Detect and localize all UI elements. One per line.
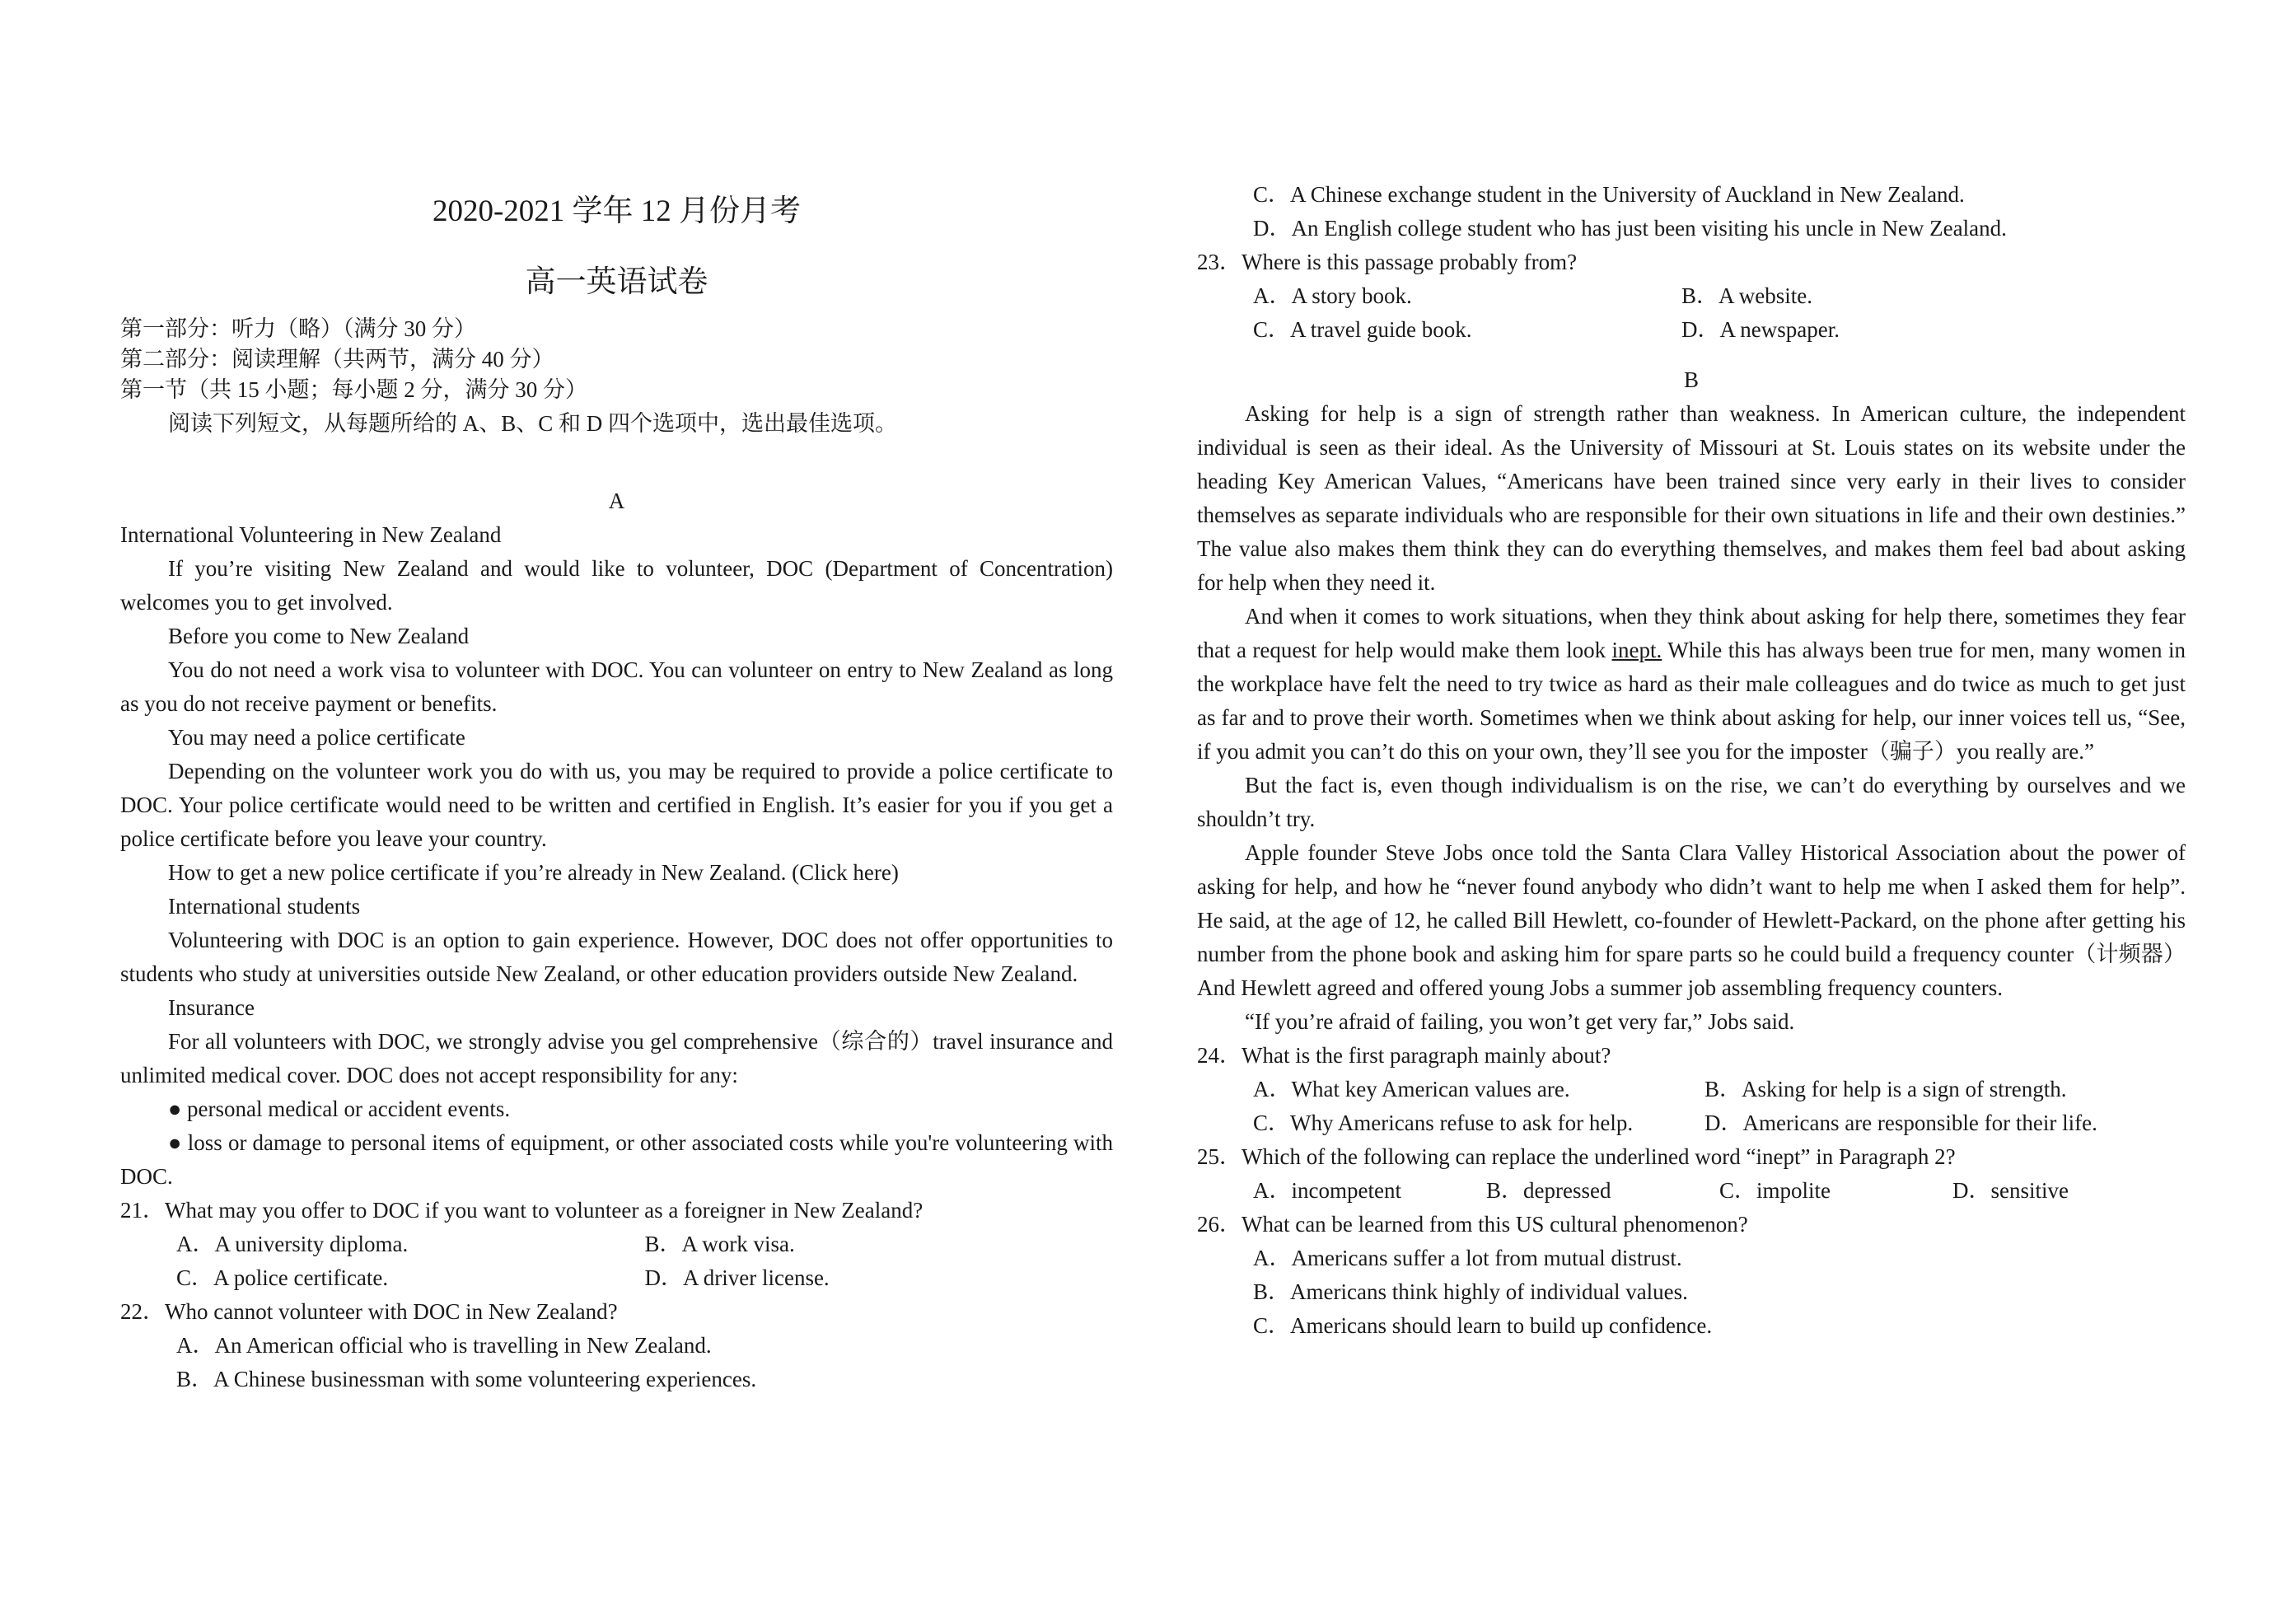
left-body — [120, 312, 1113, 1396]
bullet-item: ● personal medical or accident events. — [168, 1097, 511, 1121]
option-d: D．A newspaper. — [1681, 317, 1840, 342]
question-26-stem: 26．What can be learned from this US cultural phenomenon? — [1197, 1212, 1748, 1237]
passage-b-paragraph: Asking for help is a sign of strength rather than weakness. In American culture, the independent individual is seen as their ideal. As the University of Missouri at St. Louis states on its website under the heading Key American Values, “Americans have been trained since very early in their lives to consider themselves as separate individuals who are responsible for their own situations in life and their own destinies.” The value also makes them think they can do everything themselves, and makes them feel bad about asking for help when they need it. — [1197, 401, 2186, 595]
passage-a-subheading: Before you come to New Zealand — [168, 624, 470, 648]
option-c: C．Americans should learn to build up confidence. — [1253, 1313, 1713, 1338]
passage-b-paragraph: Apple founder Steve Jobs once told the Santa Clara Valley Historical Association about the power of asking for help, and how he “never found anybody who didn’t want to help me when I asked them for help”. He said, at the age of 12, he called Bill Hewlett, co-founder of Hewlett-Packard, on the phone after getting his number from the phone book and asking him for spare parts so he could build a frequency counter（计频器）And Hewlett agreed and offered young Jobs a summer job assembling frequency counters. — [1197, 840, 2186, 1000]
option-a: A．Americans suffer a lot from mutual distrust. — [1253, 1246, 1682, 1270]
option-b: B．depressed — [1486, 1178, 1611, 1203]
option-a: A．incompetent — [1253, 1178, 1401, 1203]
exam-title: 2020-2021 学年 12 月份月考 — [432, 194, 802, 228]
passage-a-subheading: You may need a police certificate — [168, 725, 465, 750]
option-d: D．An English college student who has just been visiting his uncle in New Zealand. — [1253, 216, 2007, 241]
question-25-options — [1197, 1174, 2186, 1208]
option-b: B．Americans think highly of individual values. — [1253, 1279, 1688, 1304]
option-a: A．An American official who is travelling in New Zealand. — [176, 1333, 712, 1358]
question-23-options — [1197, 279, 2186, 347]
question-22-stem: 22．Who cannot volunteer with DOC in New Zealand? — [120, 1299, 618, 1324]
passage-a-paragraph: If you’re visiting New Zealand and would like to volunteer, DOC (Department of Concentration) welcomes you to get involved. — [120, 556, 1113, 615]
part-two-heading: 第二部分：阅读理解（共两节，满分 40 分） — [120, 347, 554, 372]
option-c: C．A police certificate. — [176, 1265, 389, 1290]
option-b: B．A Chinese businessman with some volunteering experiences. — [176, 1367, 757, 1391]
question-21-stem: 21．What may you offer to DOC if you want to volunteer as a foreigner in New Zealand? — [120, 1198, 924, 1223]
option-d: D．sensitive — [1952, 1178, 2069, 1203]
question-23-stem: 23．Where is this passage probably from? — [1197, 250, 1578, 274]
passage-a-subheading: International students — [168, 894, 361, 919]
option-c: C．A travel guide book. — [1253, 317, 1472, 342]
passage-a-subheading: Insurance — [168, 995, 255, 1020]
option-b: B．A website. — [1681, 283, 1812, 308]
passage-b-label: B — [1683, 367, 1699, 392]
right-body — [1197, 178, 2186, 1343]
passage-b-paragraph: And when it comes to work situations, when they think about asking for help there, sometimes they fear that a request for help would make them look inept. While this has always been true for men, many women in the workplace have felt the need to try twice as hard as their male colleagues and do twice as much to get just as far and to prove their worth. Sometimes when we think about asking for help, our inner voices tell us, “See, if you admit you can’t do this on your own, they’ll see you for the imposter（骗子）you really are.” — [1197, 604, 2186, 764]
exam-subtitle: 高一英语试卷 — [525, 265, 708, 299]
click-here-link-text: How to get a new police certificate if you’re already in New Zealand. (Click here) — [168, 860, 899, 885]
option-c: C．impolite — [1719, 1178, 1831, 1203]
question-25-stem: 25．Which of the following can replace the underlined word “inept” in Paragraph 2? — [1197, 1144, 1956, 1169]
passage-a-paragraph: You do not need a work visa to volunteer with DOC. You can volunteer on entry to New Zealand as long as you do not receive payment or benefits. — [120, 657, 1113, 716]
bullet-item: ● loss or damage to personal items of equipment, or other associated costs while you're volunteering with DOC. — [120, 1130, 1113, 1189]
question-24-stem: 24．What is the first paragraph mainly about? — [1197, 1043, 1611, 1068]
option-c: C．A Chinese exchange student in the University of Auckland in New Zealand. — [1253, 182, 1965, 207]
passage-a-paragraph: Volunteering with DOC is an option to gain experience. However, DOC does not offer opportunities to students who study at universities outside New Zealand, or other education providers outside New Zealand. — [120, 928, 1113, 986]
question-21-options — [120, 1228, 1113, 1295]
question-24-options — [1197, 1073, 2186, 1140]
option-a: A．A university diploma. — [176, 1232, 409, 1256]
passage-a-heading: International Volunteering in New Zealand — [120, 522, 502, 547]
option-d: D．Americans are responsible for their life. — [1704, 1111, 2097, 1135]
option-a: A．A story book. — [1253, 283, 1412, 308]
option-b: B．Asking for help is a sign of strength. — [1704, 1077, 2067, 1101]
option-d: D．A driver license. — [644, 1265, 830, 1290]
jobs-quote: “If you’re afraid of failing, you won’t get very far,” Jobs said. — [1245, 1009, 1795, 1034]
passage-a-paragraph: Depending on the volunteer work you do with us, you may be required to provide a police certificate to DOC. Your police certificate would need to be written and certified in English. It’s easier for you if you get a police certificate before you leave your country. — [120, 759, 1113, 851]
instruction-text: 阅读下列短文，从每题所给的 A、B、C 和 D 四个选项中，选出最佳选项。 — [168, 411, 898, 436]
passage-a-label: A — [608, 489, 625, 513]
option-a: A．What key American values are. — [1253, 1077, 1570, 1101]
passage-b-paragraph: But the fact is, even though individualism is on the rise, we can’t do everything by ourselves and we shouldn’t try. — [1197, 773, 2186, 831]
section-one-heading: 第一节（共 15 小题；每小题 2 分，满分 30 分） — [120, 377, 587, 402]
passage-a-paragraph: For all volunteers with DOC, we strongly advise you gel comprehensive（综合的）travel insurance and unlimited medical cover. DOC does not accept responsibility for any: — [120, 1029, 1113, 1087]
option-c: C．Why Americans refuse to ask for help. — [1253, 1111, 1634, 1135]
underlined-word-inept: inept. — [1611, 638, 1662, 662]
part-one-heading: 第一部分：听力（略）（满分 30 分） — [120, 316, 476, 341]
option-b: B．A work visa. — [644, 1232, 795, 1256]
